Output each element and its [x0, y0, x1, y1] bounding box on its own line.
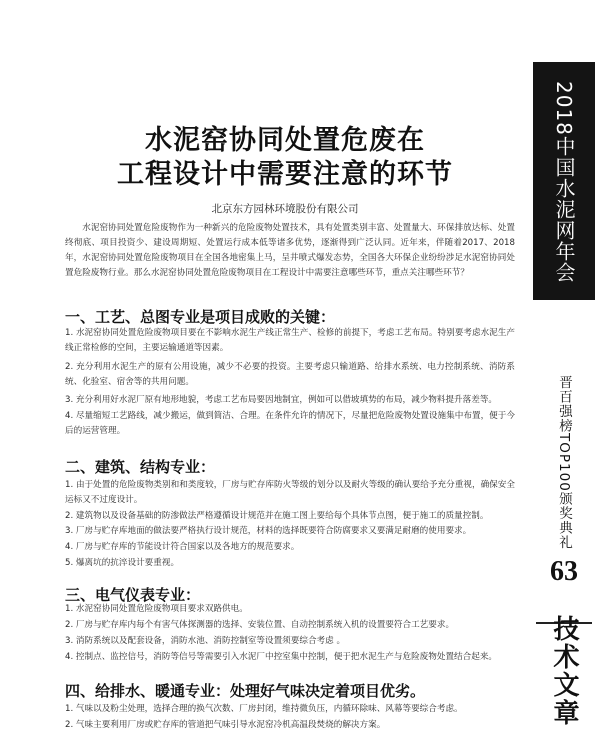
section-heading-3: 三、电气仪表专业：: [65, 586, 201, 604]
article-title-line-1: 水泥窑协同处置危废在: [145, 125, 425, 156]
list-item: 4. 厂房与贮存库的节能设计符合国家以及各地方的规范要求。: [65, 542, 300, 552]
list-item: 1. 由于处置的危险废物类别和和类度较，厂房与贮存库防火等级的划分以及耐火等级的确认要给予充分重视，确保安全运标又不过度设计。: [65, 480, 515, 505]
article-author: 北京东方园林环境股份有限公司: [211, 203, 359, 215]
section-name: 技术文章: [549, 615, 579, 727]
article: [45, 0, 525, 753]
section-heading-4: 四、给排水、暖通专业：处理好气味决定着项目优劣。: [65, 682, 426, 700]
intro-paragraph: 水泥窑协同处置危险废物作为一种新兴的危险废物处置技术，具有处置类别丰富、处置量大、环保排放达标、处置终彻底、项目投资少、建设周期短、处置运行成本低等诸多优势，逐渐得到广泛认同。近年来，伴随着2017、2018年，水泥窑协同处置危险废物项目在全国各地密集上马，呈井喷式爆发态势，全国各大环保企业纷纷涉足水泥窑协同处置危险废物行业。那么水泥窑协同处置危险废物项目在工程设计中需要注意哪些环节，重点关注哪些环节？: [65, 223, 515, 278]
list-item: 3. 充分利用好水泥厂原有地形地貌，考虑工艺布局要因地制宜，例如可以借坡填势的布局，减少物料提升落差等。: [65, 395, 498, 405]
list-item: 1. 水泥窑协同处置危险废物项目要求双路供电。: [65, 604, 248, 614]
list-item: 2. 建筑物以及设备基础的防渗做法严格遵循设计规范并在施工图上要给每个具体节点图，便于施工的质量控制。: [65, 511, 489, 521]
article-title-line-2: 工程设计中需要注意的环节: [117, 159, 453, 190]
list-item: 1. 水泥窑协同处置危险废物项目要在不影响水泥生产线正常生产、检修的前提下，考虑工艺布局。特别要考虑水泥生产线正常检修的空间，主要运输通道等因素。: [65, 328, 515, 353]
list-item: 4. 控制点、监控信号，消防等信号等需要引入水泥厂中控室集中控制，便于把水泥生产与危险废物处置结合起来。: [65, 652, 498, 662]
list-item: 2. 充分利用水泥生产的原有公用设施，减少不必要的投资。主要考虑只输道路、给排水系统、电力控制系统、消防系统、化验室、宿舍等的共用问题。: [65, 362, 515, 387]
event-title: 2018中国水泥网年会: [552, 81, 576, 283]
event-subtitle: 晋百强榜TOP100颁奖典礼: [556, 374, 572, 550]
list-item: 5. 爆离坑的抗淬设计要重视。: [65, 558, 180, 568]
section-heading-1: 一、工艺、总图专业是项目成败的关键：: [65, 308, 336, 326]
list-item: 2. 厂房与贮存库内每个有害气体探测器的选择、安装位置、自动控制系统入机的设置要符合工艺要求。: [65, 620, 455, 630]
page-number: 63: [550, 556, 578, 587]
list-item: 2. 气味主要利用厂房或贮存库的管道把气味引导水泥窑冷机高温段焚烧的解决方案。: [65, 720, 386, 730]
side-banner: [533, 62, 595, 300]
list-item: 1. 气味以及粉尘处理，选择合理的换气次数、厂房封闭，维持微负压，内循环除味、风幕等要综合考虑。: [65, 704, 463, 714]
side-bar: [533, 62, 595, 745]
list-item: 3. 消防系统以及配套设备，消防水池、消防控制室等设置须要综合考虑 。: [65, 636, 346, 646]
section-heading-2: 二、建筑、结构专业：: [65, 458, 216, 476]
list-item: 4. 尽量缩短工艺路线，减少搬运，做到简洁、合理。在条件允许的情况下，尽量把危险废物处置设施集中布置，便于今后的运营管理。: [65, 411, 515, 436]
list-item: 3. 厂房与贮存库地面的做法要严格执行设计规范，材料的选择既要符合防腐要求又要满足耐磨的使用要求。: [65, 526, 472, 536]
